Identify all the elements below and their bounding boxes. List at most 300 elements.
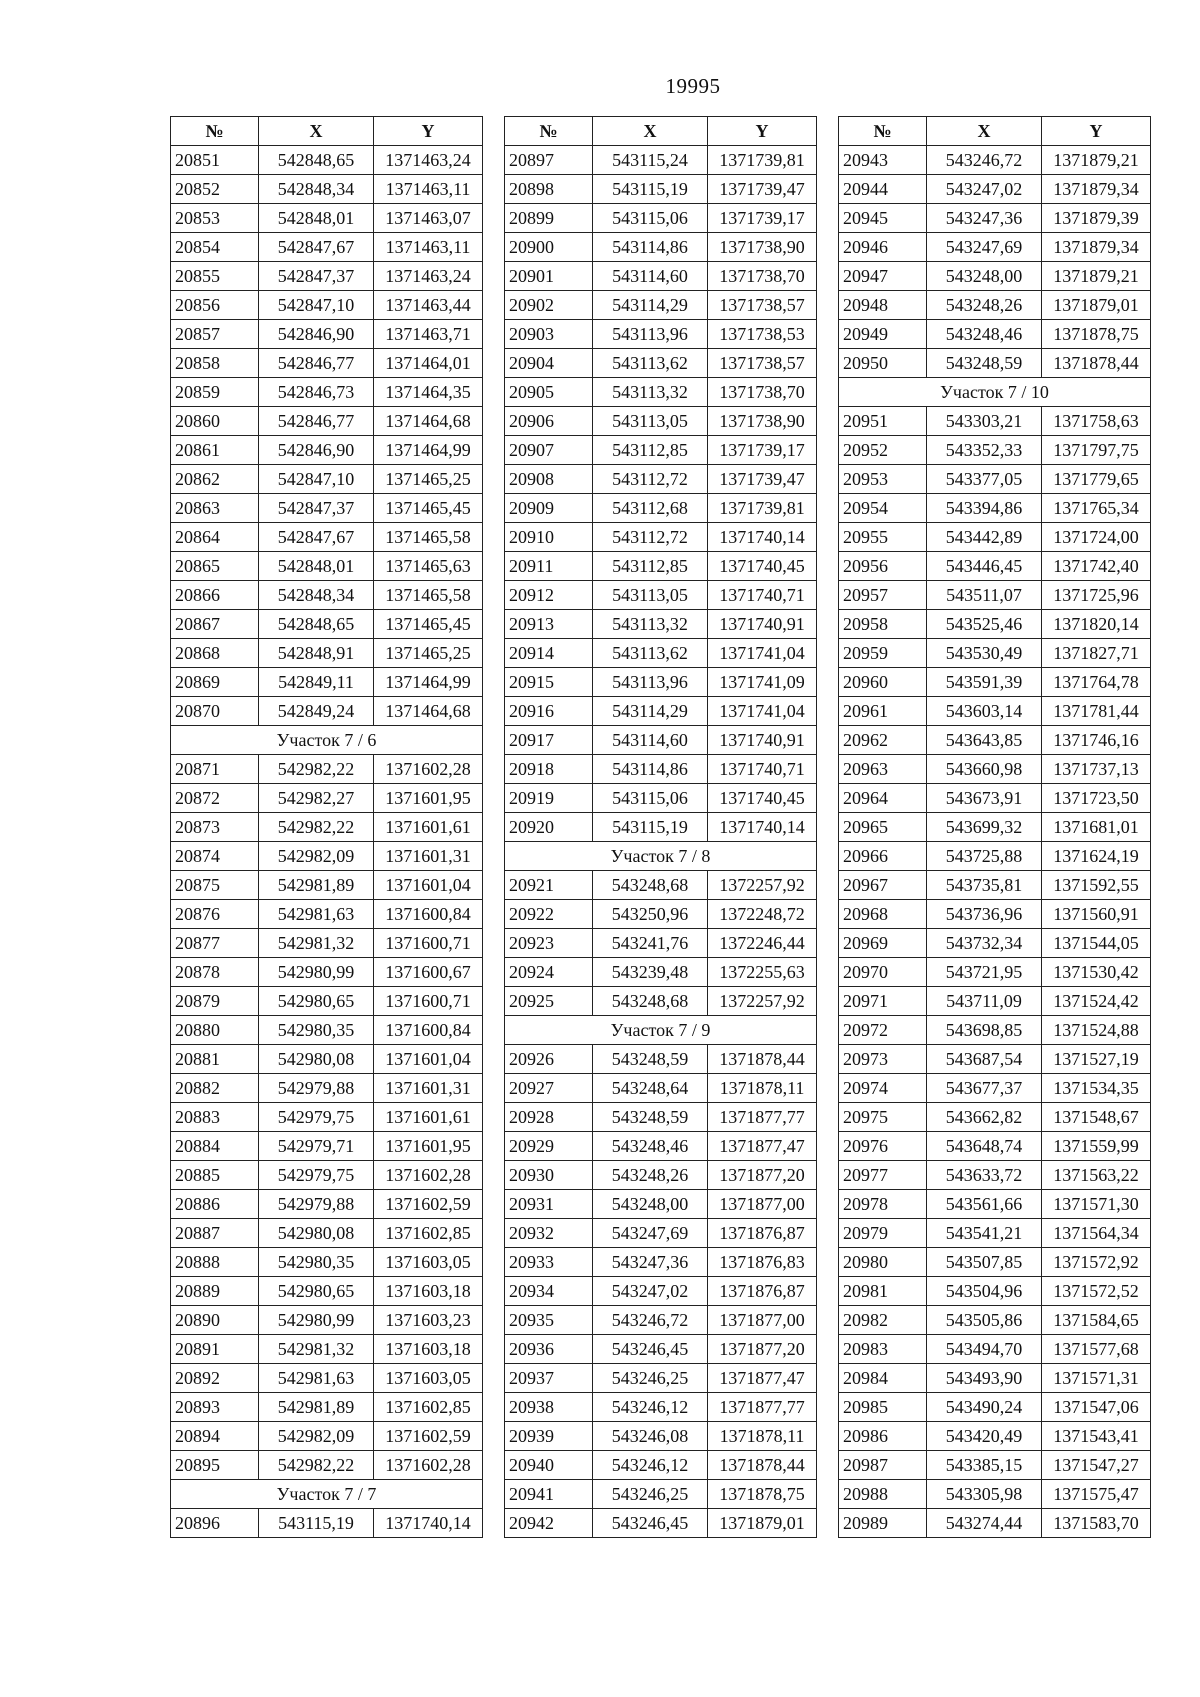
table-row [839, 1422, 1151, 1451]
point-number: 20907 [505, 436, 593, 465]
point-number: 20949 [839, 320, 927, 349]
table-row [505, 146, 817, 175]
table-row [171, 1016, 483, 1045]
table-row [839, 1132, 1151, 1161]
point-number: 20864 [171, 523, 259, 552]
table-row [839, 581, 1151, 610]
point-number: 20974 [839, 1074, 927, 1103]
x-coordinate: 543112,85 [593, 436, 708, 465]
table-row [505, 1335, 817, 1364]
table-row [505, 436, 817, 465]
y-coordinate: 1371563,22 [1042, 1161, 1151, 1190]
x-coordinate: 542848,34 [259, 175, 374, 204]
table-row [505, 1248, 817, 1277]
x-coordinate: 542847,37 [259, 494, 374, 523]
y-coordinate: 1371600,71 [374, 929, 483, 958]
table-row [505, 175, 817, 204]
y-coordinate: 1371547,27 [1042, 1451, 1151, 1480]
table-row [839, 958, 1151, 987]
x-coordinate: 543530,49 [927, 639, 1042, 668]
table-row [171, 755, 483, 784]
table-row [839, 639, 1151, 668]
table-row [171, 958, 483, 987]
point-number: 20861 [171, 436, 259, 465]
x-coordinate: 543114,29 [593, 291, 708, 320]
point-number: 20896 [171, 1509, 259, 1538]
table-row [839, 784, 1151, 813]
x-coordinate: 542848,91 [259, 639, 374, 668]
point-number: 20863 [171, 494, 259, 523]
y-coordinate: 1371583,70 [1042, 1509, 1151, 1538]
point-number: 20981 [839, 1277, 927, 1306]
y-coordinate: 1371602,85 [374, 1219, 483, 1248]
x-coordinate: 543112,72 [593, 523, 708, 552]
point-number: 20973 [839, 1045, 927, 1074]
point-number: 20942 [505, 1509, 593, 1538]
header-number: № [839, 117, 927, 146]
table-row [171, 668, 483, 697]
y-coordinate: 1371564,34 [1042, 1219, 1151, 1248]
point-number: 20882 [171, 1074, 259, 1103]
y-coordinate: 1371740,45 [708, 784, 817, 813]
y-coordinate: 1371738,57 [708, 291, 817, 320]
table-row [839, 987, 1151, 1016]
x-coordinate: 542982,22 [259, 813, 374, 842]
x-coordinate: 543248,26 [593, 1161, 708, 1190]
y-coordinate: 1371603,18 [374, 1335, 483, 1364]
point-number: 20860 [171, 407, 259, 436]
y-coordinate: 1371797,75 [1042, 436, 1151, 465]
table-row [505, 581, 817, 610]
point-number: 20885 [171, 1161, 259, 1190]
y-coordinate: 1371463,11 [374, 233, 483, 262]
table-row [505, 1480, 817, 1509]
x-coordinate: 543732,34 [927, 929, 1042, 958]
point-number: 20857 [171, 320, 259, 349]
table-row [505, 320, 817, 349]
point-number: 20954 [839, 494, 927, 523]
y-coordinate: 1371464,68 [374, 697, 483, 726]
point-number: 20961 [839, 697, 927, 726]
point-number: 20958 [839, 610, 927, 639]
table-row [505, 291, 817, 320]
point-number: 20868 [171, 639, 259, 668]
table-row [839, 755, 1151, 784]
y-coordinate: 1371741,09 [708, 668, 817, 697]
point-number: 20955 [839, 523, 927, 552]
point-number: 20924 [505, 958, 593, 987]
point-number: 20984 [839, 1364, 927, 1393]
point-number: 20872 [171, 784, 259, 813]
y-coordinate: 1371463,24 [374, 262, 483, 291]
x-coordinate: 543711,09 [927, 987, 1042, 1016]
point-number: 20901 [505, 262, 593, 291]
x-coordinate: 543303,21 [927, 407, 1042, 436]
table-row [171, 146, 483, 175]
x-coordinate: 542847,37 [259, 262, 374, 291]
table-row [171, 1364, 483, 1393]
table-row [171, 1306, 483, 1335]
table-row [839, 668, 1151, 697]
x-coordinate: 543394,86 [927, 494, 1042, 523]
point-number: 20919 [505, 784, 593, 813]
y-coordinate: 1371738,90 [708, 407, 817, 436]
y-coordinate: 1371603,05 [374, 1364, 483, 1393]
x-coordinate: 543247,36 [927, 204, 1042, 233]
y-coordinate: 1371877,00 [708, 1306, 817, 1335]
point-number: 20962 [839, 726, 927, 755]
table-row [839, 465, 1151, 494]
x-coordinate: 543591,39 [927, 668, 1042, 697]
y-coordinate: 1371877,20 [708, 1161, 817, 1190]
y-coordinate: 1371740,71 [708, 581, 817, 610]
y-coordinate: 1371465,45 [374, 610, 483, 639]
x-coordinate: 543112,72 [593, 465, 708, 494]
point-number: 20853 [171, 204, 259, 233]
header-x: X [259, 117, 374, 146]
point-number: 20923 [505, 929, 593, 958]
table-row [505, 1103, 817, 1132]
point-number: 20978 [839, 1190, 927, 1219]
x-coordinate: 543420,49 [927, 1422, 1042, 1451]
table-row [839, 697, 1151, 726]
point-number: 20941 [505, 1480, 593, 1509]
header-y: Y [374, 117, 483, 146]
y-coordinate: 1371464,68 [374, 407, 483, 436]
x-coordinate: 543115,19 [259, 1509, 374, 1538]
point-number: 20968 [839, 900, 927, 929]
x-coordinate: 543511,07 [927, 581, 1042, 610]
y-coordinate: 1371738,70 [708, 262, 817, 291]
table-row [839, 1190, 1151, 1219]
table-header-row [505, 117, 817, 146]
x-coordinate: 543115,06 [593, 784, 708, 813]
table-row [505, 1393, 817, 1422]
table-row [839, 1451, 1151, 1480]
header-y: Y [708, 117, 817, 146]
point-number: 20976 [839, 1132, 927, 1161]
x-coordinate: 543114,86 [593, 233, 708, 262]
point-number: 20875 [171, 871, 259, 900]
point-number: 20915 [505, 668, 593, 697]
table-row [505, 929, 817, 958]
y-coordinate: 1371465,45 [374, 494, 483, 523]
point-number: 20985 [839, 1393, 927, 1422]
x-coordinate: 543493,90 [927, 1364, 1042, 1393]
table-row [505, 871, 817, 900]
table-row [171, 523, 483, 552]
table-row [171, 1132, 483, 1161]
y-coordinate: 1371740,14 [374, 1509, 483, 1538]
table-row [171, 1277, 483, 1306]
table-row [839, 1219, 1151, 1248]
table-row [505, 233, 817, 262]
y-coordinate: 1371524,42 [1042, 987, 1151, 1016]
table-row [839, 813, 1151, 842]
y-coordinate: 1371725,96 [1042, 581, 1151, 610]
y-coordinate: 1371877,00 [708, 1190, 817, 1219]
point-number: 20960 [839, 668, 927, 697]
point-number: 20943 [839, 146, 927, 175]
x-coordinate: 542848,34 [259, 581, 374, 610]
table-row [839, 146, 1151, 175]
y-coordinate: 1371600,84 [374, 1016, 483, 1045]
header-x: X [593, 117, 708, 146]
point-number: 20898 [505, 175, 593, 204]
x-coordinate: 542847,67 [259, 233, 374, 262]
y-coordinate: 1371534,35 [1042, 1074, 1151, 1103]
y-coordinate: 1371877,20 [708, 1335, 817, 1364]
x-coordinate: 543525,46 [927, 610, 1042, 639]
table-row [839, 1277, 1151, 1306]
point-number: 20928 [505, 1103, 593, 1132]
point-number: 20925 [505, 987, 593, 1016]
point-number: 20971 [839, 987, 927, 1016]
table-row [839, 929, 1151, 958]
table-row [505, 987, 817, 1016]
table-row [839, 1103, 1151, 1132]
table-row [839, 204, 1151, 233]
table-row [505, 668, 817, 697]
point-number: 20874 [171, 842, 259, 871]
point-number: 20918 [505, 755, 593, 784]
table-row [839, 1248, 1151, 1277]
y-coordinate: 1371879,39 [1042, 204, 1151, 233]
point-number: 20889 [171, 1277, 259, 1306]
y-coordinate: 1371877,47 [708, 1132, 817, 1161]
table-row [171, 175, 483, 204]
point-number: 20851 [171, 146, 259, 175]
point-number: 20931 [505, 1190, 593, 1219]
x-coordinate: 543603,14 [927, 697, 1042, 726]
point-number: 20951 [839, 407, 927, 436]
table-row [505, 1306, 817, 1335]
table-row [171, 1161, 483, 1190]
page-number: 19995 [665, 74, 721, 98]
x-coordinate: 543541,21 [927, 1219, 1042, 1248]
y-coordinate: 1371739,47 [708, 465, 817, 494]
y-coordinate: 1371524,88 [1042, 1016, 1151, 1045]
x-coordinate: 543114,86 [593, 755, 708, 784]
x-coordinate: 543735,81 [927, 871, 1042, 900]
x-coordinate: 543114,60 [593, 726, 708, 755]
table-row [171, 465, 483, 494]
x-coordinate: 542846,90 [259, 436, 374, 465]
point-number: 20946 [839, 233, 927, 262]
y-coordinate: 1371758,63 [1042, 407, 1151, 436]
x-coordinate: 543643,85 [927, 726, 1042, 755]
y-coordinate: 1371571,30 [1042, 1190, 1151, 1219]
y-coordinate: 1371878,44 [1042, 349, 1151, 378]
y-coordinate: 1371465,25 [374, 639, 483, 668]
table-row [839, 1480, 1151, 1509]
point-number: 20917 [505, 726, 593, 755]
table-row [505, 610, 817, 639]
x-coordinate: 543648,74 [927, 1132, 1042, 1161]
point-number: 20870 [171, 697, 259, 726]
y-coordinate: 1371602,28 [374, 1451, 483, 1480]
y-coordinate: 1371600,71 [374, 987, 483, 1016]
table-row [171, 610, 483, 639]
x-coordinate: 543698,85 [927, 1016, 1042, 1045]
x-coordinate: 543442,89 [927, 523, 1042, 552]
point-number: 20873 [171, 813, 259, 842]
point-number: 20977 [839, 1161, 927, 1190]
table-row [839, 494, 1151, 523]
x-coordinate: 543239,48 [593, 958, 708, 987]
y-coordinate: 1371601,61 [374, 813, 483, 842]
table-row [839, 291, 1151, 320]
table-row [505, 726, 817, 755]
y-coordinate: 1371781,44 [1042, 697, 1151, 726]
y-coordinate: 1371779,65 [1042, 465, 1151, 494]
section-title: Участок 7 / 10 [839, 378, 1151, 407]
y-coordinate: 1371740,71 [708, 755, 817, 784]
table-row [505, 1219, 817, 1248]
table-row [171, 262, 483, 291]
point-number: 20935 [505, 1306, 593, 1335]
y-coordinate: 1371548,67 [1042, 1103, 1151, 1132]
point-number: 20884 [171, 1132, 259, 1161]
point-number: 20877 [171, 929, 259, 958]
point-number: 20950 [839, 349, 927, 378]
point-number: 20880 [171, 1016, 259, 1045]
point-number: 20909 [505, 494, 593, 523]
y-coordinate: 1371879,21 [1042, 146, 1151, 175]
table-row [505, 1190, 817, 1219]
table-row [171, 320, 483, 349]
y-coordinate: 1371600,84 [374, 900, 483, 929]
y-coordinate: 1371577,68 [1042, 1335, 1151, 1364]
point-number: 20867 [171, 610, 259, 639]
x-coordinate: 543248,64 [593, 1074, 708, 1103]
x-coordinate: 543660,98 [927, 755, 1042, 784]
point-number: 20933 [505, 1248, 593, 1277]
y-coordinate: 1371602,28 [374, 1161, 483, 1190]
x-coordinate: 542980,99 [259, 958, 374, 987]
point-number: 20899 [505, 204, 593, 233]
y-coordinate: 1371739,17 [708, 204, 817, 233]
y-coordinate: 1371681,01 [1042, 813, 1151, 842]
y-coordinate: 1371463,71 [374, 320, 483, 349]
x-coordinate: 543114,29 [593, 697, 708, 726]
y-coordinate: 1372255,63 [708, 958, 817, 987]
section-row [505, 1016, 817, 1045]
point-number: 20937 [505, 1364, 593, 1393]
point-number: 20934 [505, 1277, 593, 1306]
x-coordinate: 542981,32 [259, 929, 374, 958]
x-coordinate: 542982,22 [259, 755, 374, 784]
x-coordinate: 543113,05 [593, 581, 708, 610]
y-coordinate: 1371601,61 [374, 1103, 483, 1132]
point-number: 20897 [505, 146, 593, 175]
x-coordinate: 543115,06 [593, 204, 708, 233]
x-coordinate: 542847,10 [259, 291, 374, 320]
table-row [171, 1335, 483, 1364]
x-coordinate: 542848,01 [259, 204, 374, 233]
point-number: 20913 [505, 610, 593, 639]
x-coordinate: 542849,24 [259, 697, 374, 726]
point-number: 20914 [505, 639, 593, 668]
y-coordinate: 1371740,91 [708, 726, 817, 755]
y-coordinate: 1371571,31 [1042, 1364, 1151, 1393]
point-number: 20988 [839, 1480, 927, 1509]
y-coordinate: 1371879,01 [708, 1509, 817, 1538]
y-coordinate: 1371560,91 [1042, 900, 1151, 929]
x-coordinate: 543115,19 [593, 175, 708, 204]
point-number: 20890 [171, 1306, 259, 1335]
table-row [171, 1103, 483, 1132]
y-coordinate: 1371603,23 [374, 1306, 483, 1335]
x-coordinate: 543507,85 [927, 1248, 1042, 1277]
point-number: 20862 [171, 465, 259, 494]
x-coordinate: 543114,60 [593, 262, 708, 291]
table-row [839, 349, 1151, 378]
x-coordinate: 542980,35 [259, 1248, 374, 1277]
point-number: 20932 [505, 1219, 593, 1248]
table-row [839, 1509, 1151, 1538]
x-coordinate: 542847,10 [259, 465, 374, 494]
x-coordinate: 543113,96 [593, 668, 708, 697]
table-row [505, 900, 817, 929]
y-coordinate: 1371572,92 [1042, 1248, 1151, 1277]
y-coordinate: 1371601,95 [374, 784, 483, 813]
x-coordinate: 542980,99 [259, 1306, 374, 1335]
coordinate-table-3 [838, 116, 1151, 1538]
x-coordinate: 543246,12 [593, 1393, 708, 1422]
y-coordinate: 1371543,41 [1042, 1422, 1151, 1451]
point-number: 20878 [171, 958, 259, 987]
point-number: 20987 [839, 1451, 927, 1480]
table-row [171, 639, 483, 668]
point-number: 20894 [171, 1422, 259, 1451]
point-number: 20900 [505, 233, 593, 262]
y-coordinate: 1371764,78 [1042, 668, 1151, 697]
x-coordinate: 543113,96 [593, 320, 708, 349]
point-number: 20957 [839, 581, 927, 610]
x-coordinate: 542981,89 [259, 871, 374, 900]
point-number: 20936 [505, 1335, 593, 1364]
point-number: 20975 [839, 1103, 927, 1132]
y-coordinate: 1371463,11 [374, 175, 483, 204]
table-row [839, 1335, 1151, 1364]
table-row [505, 813, 817, 842]
table-row [505, 1045, 817, 1074]
table-row [505, 1161, 817, 1190]
y-coordinate: 1371740,91 [708, 610, 817, 639]
y-coordinate: 1371544,05 [1042, 929, 1151, 958]
point-number: 20886 [171, 1190, 259, 1219]
x-coordinate: 543113,32 [593, 378, 708, 407]
x-coordinate: 542982,09 [259, 1422, 374, 1451]
y-coordinate: 1371465,25 [374, 465, 483, 494]
x-coordinate: 542848,65 [259, 610, 374, 639]
x-coordinate: 543248,68 [593, 987, 708, 1016]
x-coordinate: 543662,82 [927, 1103, 1042, 1132]
y-coordinate: 1371878,75 [708, 1480, 817, 1509]
y-coordinate: 1371723,50 [1042, 784, 1151, 813]
point-number: 20940 [505, 1451, 593, 1480]
x-coordinate: 542846,90 [259, 320, 374, 349]
section-row [171, 1480, 483, 1509]
x-coordinate: 543113,32 [593, 610, 708, 639]
point-number: 20979 [839, 1219, 927, 1248]
y-coordinate: 1371603,05 [374, 1248, 483, 1277]
x-coordinate: 543241,76 [593, 929, 708, 958]
y-coordinate: 1371877,77 [708, 1393, 817, 1422]
y-coordinate: 1371463,07 [374, 204, 483, 233]
table-row [505, 349, 817, 378]
